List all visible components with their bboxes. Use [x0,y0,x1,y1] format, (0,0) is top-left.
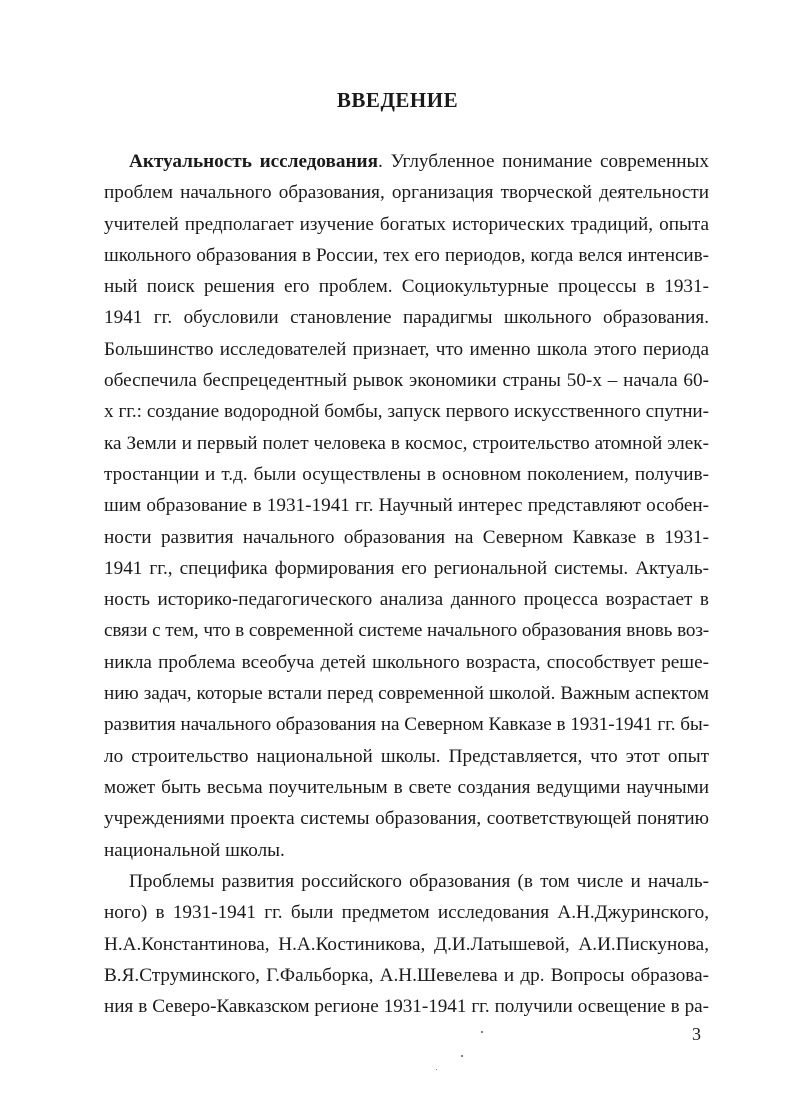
text-line [104,647,709,678]
text-line [104,271,709,302]
text-line-content: В.Я.Струминского, Г.Фальборка, А.Н.Шевелева и др. Вопросы образова- [104,964,709,986]
text-line-content: х гг.: создание водородной бомбы, запуск первого искусственного спутни- [104,401,709,423]
text-line [104,365,709,396]
text-line-content: тростанции и т.д. были осуществлены в основном поколением, получив- [104,463,709,485]
text-line-content: шим образование в 1931-1941 гг. Научный интерес представляют особен- [104,495,709,517]
text-line-content: обеспечила беспрецедентный рывок экономики страны 50-х – начала 60- [104,370,709,392]
text-line [104,522,709,553]
text-line-content: проблем начального образования, организация творческой деятельности [104,182,709,204]
text-line-content: нию задач, которые встали перед современной школой. Важным аспектом [104,683,709,705]
paragraph-relevance [104,146,709,866]
text-line [104,302,709,333]
paragraph-literature [104,866,709,1022]
page-title: ВВЕДЕНИЕ [336,88,459,112]
text-fragment: . Углубленное понимание современных [378,151,709,172]
text-line [104,678,709,709]
text-line [104,584,709,615]
text-line-content: связи с тем, что в современной системе начального образования вновь воз- [104,620,709,642]
text-line [104,866,709,897]
text-line-content: 1941 гг. обусловили становление парадигмы школьного образования. [104,307,709,329]
text-line [104,459,709,490]
scan-speck [481,1031,483,1033]
scan-speck [436,1069,437,1070]
text-line [104,553,709,584]
text-line [104,177,709,208]
text-line [104,334,709,365]
text-line [104,490,709,521]
text-line-content: ния в Северо-Кавказском регионе 1931-1941 гг. получили освещение в ра- [104,996,709,1018]
text-line-content: Н.А.Константинова, Н.А.Костиникова, Д.И.Латышевой, А.И.Пискунова, [104,933,709,955]
page-number: 3 [692,1024,701,1044]
text-line-content: 1941 гг., специфика формирования его региональной системы. Актуаль- [104,557,709,579]
text-line-content: учреждениями проекта системы образования, соответствующей понятию [104,808,709,830]
text-line-content: национальной школы. [104,839,285,861]
relevance-heading: Актуальность исследования [129,151,378,172]
text-line-content: развития начального образования на Северном Кавказе в 1931-1941 гг. бы- [104,714,709,736]
text-line [104,615,709,646]
text-line-content: может быть весьма поучительным в свете создания ведущими научными [104,776,709,798]
text-line [104,209,709,240]
text-line-content: никла проблема всеобуча детей школьного возраста, способствует реше- [104,651,709,673]
text-line [104,709,709,740]
text-line [104,428,709,459]
text-line [104,741,709,772]
text-line-content: Большинство исследователей признает, что именно школа этого периода [104,338,709,360]
text-line [104,240,709,271]
text-line-content: ка Земли и первый полет человека в космос, строительство атомной элек- [104,432,709,454]
text-line-content: ного) в 1931-1941 гг. были предметом исследования А.Н.Джуринского, [104,902,709,924]
text-line-content: ный поиск решения его проблем. Социокультурные процессы в 1931- [104,276,709,298]
scan-speck [461,1055,463,1057]
text-line-content: ности развития начального образования на Северном Кавказе в 1931- [104,526,709,548]
text-line [104,803,709,834]
text-line [104,396,709,427]
text-line [104,835,709,866]
text-line-content: ность историко-педагогического анализа данного процесса возрастает в [104,589,709,611]
text-line [104,897,709,928]
text-line-content: Проблемы развития российского образования (в том числе и началь- [129,871,709,892]
text-line-content: ло строительство национальной школы. Представляется, что этот опыт [104,745,709,767]
text-line [104,929,709,960]
text-line-content: школьного образования в России, тех его периодов, когда велся интенсив- [104,244,709,266]
text-line [104,772,709,803]
text-line [104,960,709,991]
text-line [104,146,709,177]
text-line-content: учителей предполагает изучение богатых исторических традиций, опыта [104,213,709,235]
text-line [104,991,709,1022]
